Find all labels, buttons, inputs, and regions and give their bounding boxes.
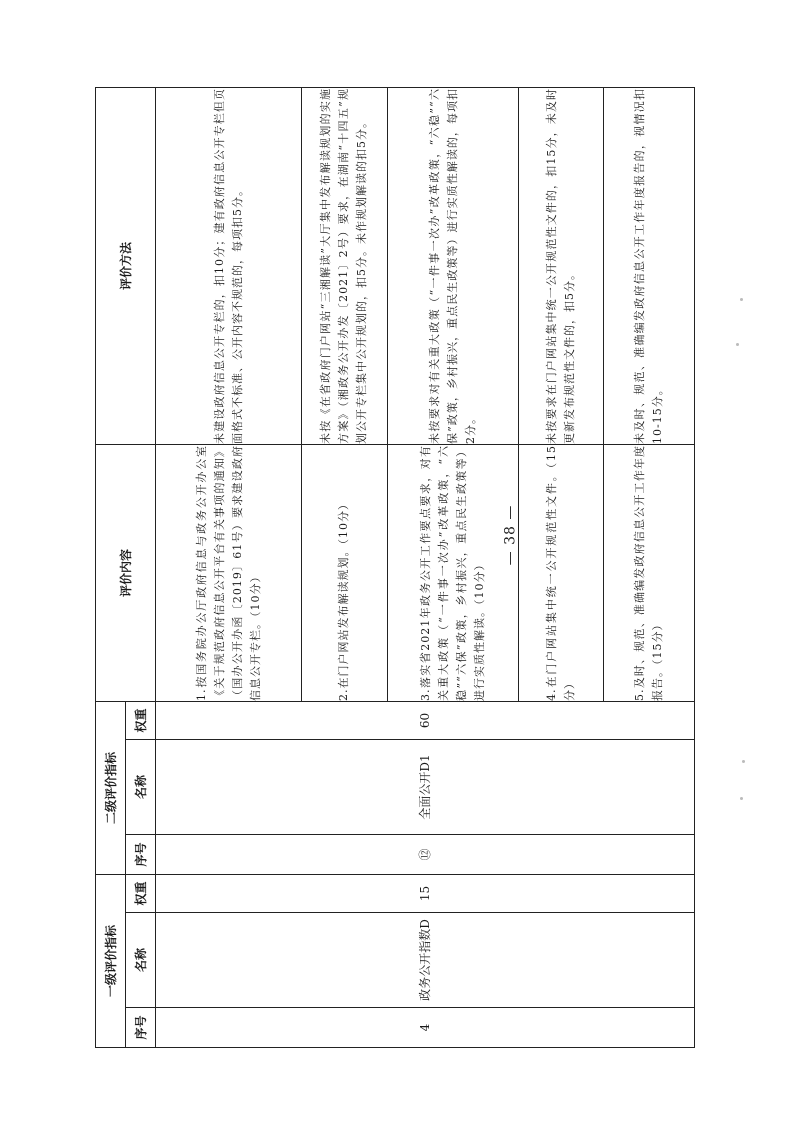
method-cell: 未按《在省政府门户网站“三湘解读”大厅集中发布解读规划的实施方案》（湘政务公开办发〔2021〕2号）要求，在湖南“十四五”规划公开专栏集中公开规划的，扣5分。未作规划解读的扣5分。 [302, 87, 388, 444]
page-number: — 38 — [502, 504, 519, 566]
level2-seq-cell: ⑫ [156, 834, 695, 874]
level2-group-header: 二级评价指标 [96, 701, 126, 874]
level2-name-header: 名称 [126, 739, 156, 834]
table-row [156, 87, 302, 1047]
level2-weight-cell: 60 [156, 701, 695, 739]
level1-seq-cell: 4 [156, 1008, 695, 1048]
content-cell: 4.在门户网站集中统一公开规范性文件。（15分） [518, 444, 604, 701]
scan-speck [736, 343, 739, 346]
rotated-sheet [95, 88, 695, 1048]
level2-name-cell: 全面公开D1 [156, 739, 695, 834]
scan-speck [740, 797, 743, 800]
content-cell: 2.在门户网站发布解读规划。（10分） [302, 444, 388, 701]
scan-speck [740, 298, 743, 301]
level1-group-header: 一级评价指标 [96, 874, 126, 1047]
content-header: 评价内容 [96, 444, 156, 701]
content-cell: 3.落实省2021年政务公开工作要点要求，对有关重大政策（“一件事一次办”改革政策，“六稳”“六保”政策，乡村振兴，重点民生政策等）进行实质性解读。（10分） [387, 444, 518, 701]
level1-seq-header: 序号 [126, 1008, 156, 1048]
method-cell: 未及时、规范、准确编发政府信息公开工作年度报告的，视情况扣10-15分。 [604, 87, 695, 444]
level1-name-cell: 政务公开指数D [156, 913, 695, 1008]
method-header: 评价方法 [96, 87, 156, 444]
method-cell: 未按要求对有关重大政策（“一件事一次办”改革政策，“六稳”“六保”政策，乡村振兴，重点民生政策等）进行实质性解读的，每项扣2分。 [387, 87, 518, 444]
method-cell: 未建设政府信息公开专栏的，扣10分；建有政府信息公开专栏但页面格式不标准、公开内容不规范的，每项扣5分。 [156, 87, 302, 444]
evaluation-table-container [95, 88, 695, 1048]
level1-weight-header: 权重 [126, 874, 156, 912]
scan-speck [742, 760, 745, 763]
content-cell: 1.按国务院办公厅政府信息与政务公开办公室《关于规范政府信息公开平台有关事项的通知》（国办公开办函〔2019〕61号）要求建设政府信息公开专栏。（10分） [156, 444, 302, 701]
level1-weight-cell: 15 [156, 874, 695, 912]
content-cell: 5.及时、规范、准确编发政府信息公开工作年度报告。（15分） [604, 444, 695, 701]
level1-name-header: 名称 [126, 913, 156, 1008]
method-cell: 未按要求在门户网站集中统一公开规范性文件的，扣15分，未及时更新发布规范性文件的，扣5分。 [518, 87, 604, 444]
evaluation-table [95, 87, 695, 1048]
level2-weight-header: 权重 [126, 701, 156, 739]
level2-seq-header: 序号 [126, 834, 156, 874]
